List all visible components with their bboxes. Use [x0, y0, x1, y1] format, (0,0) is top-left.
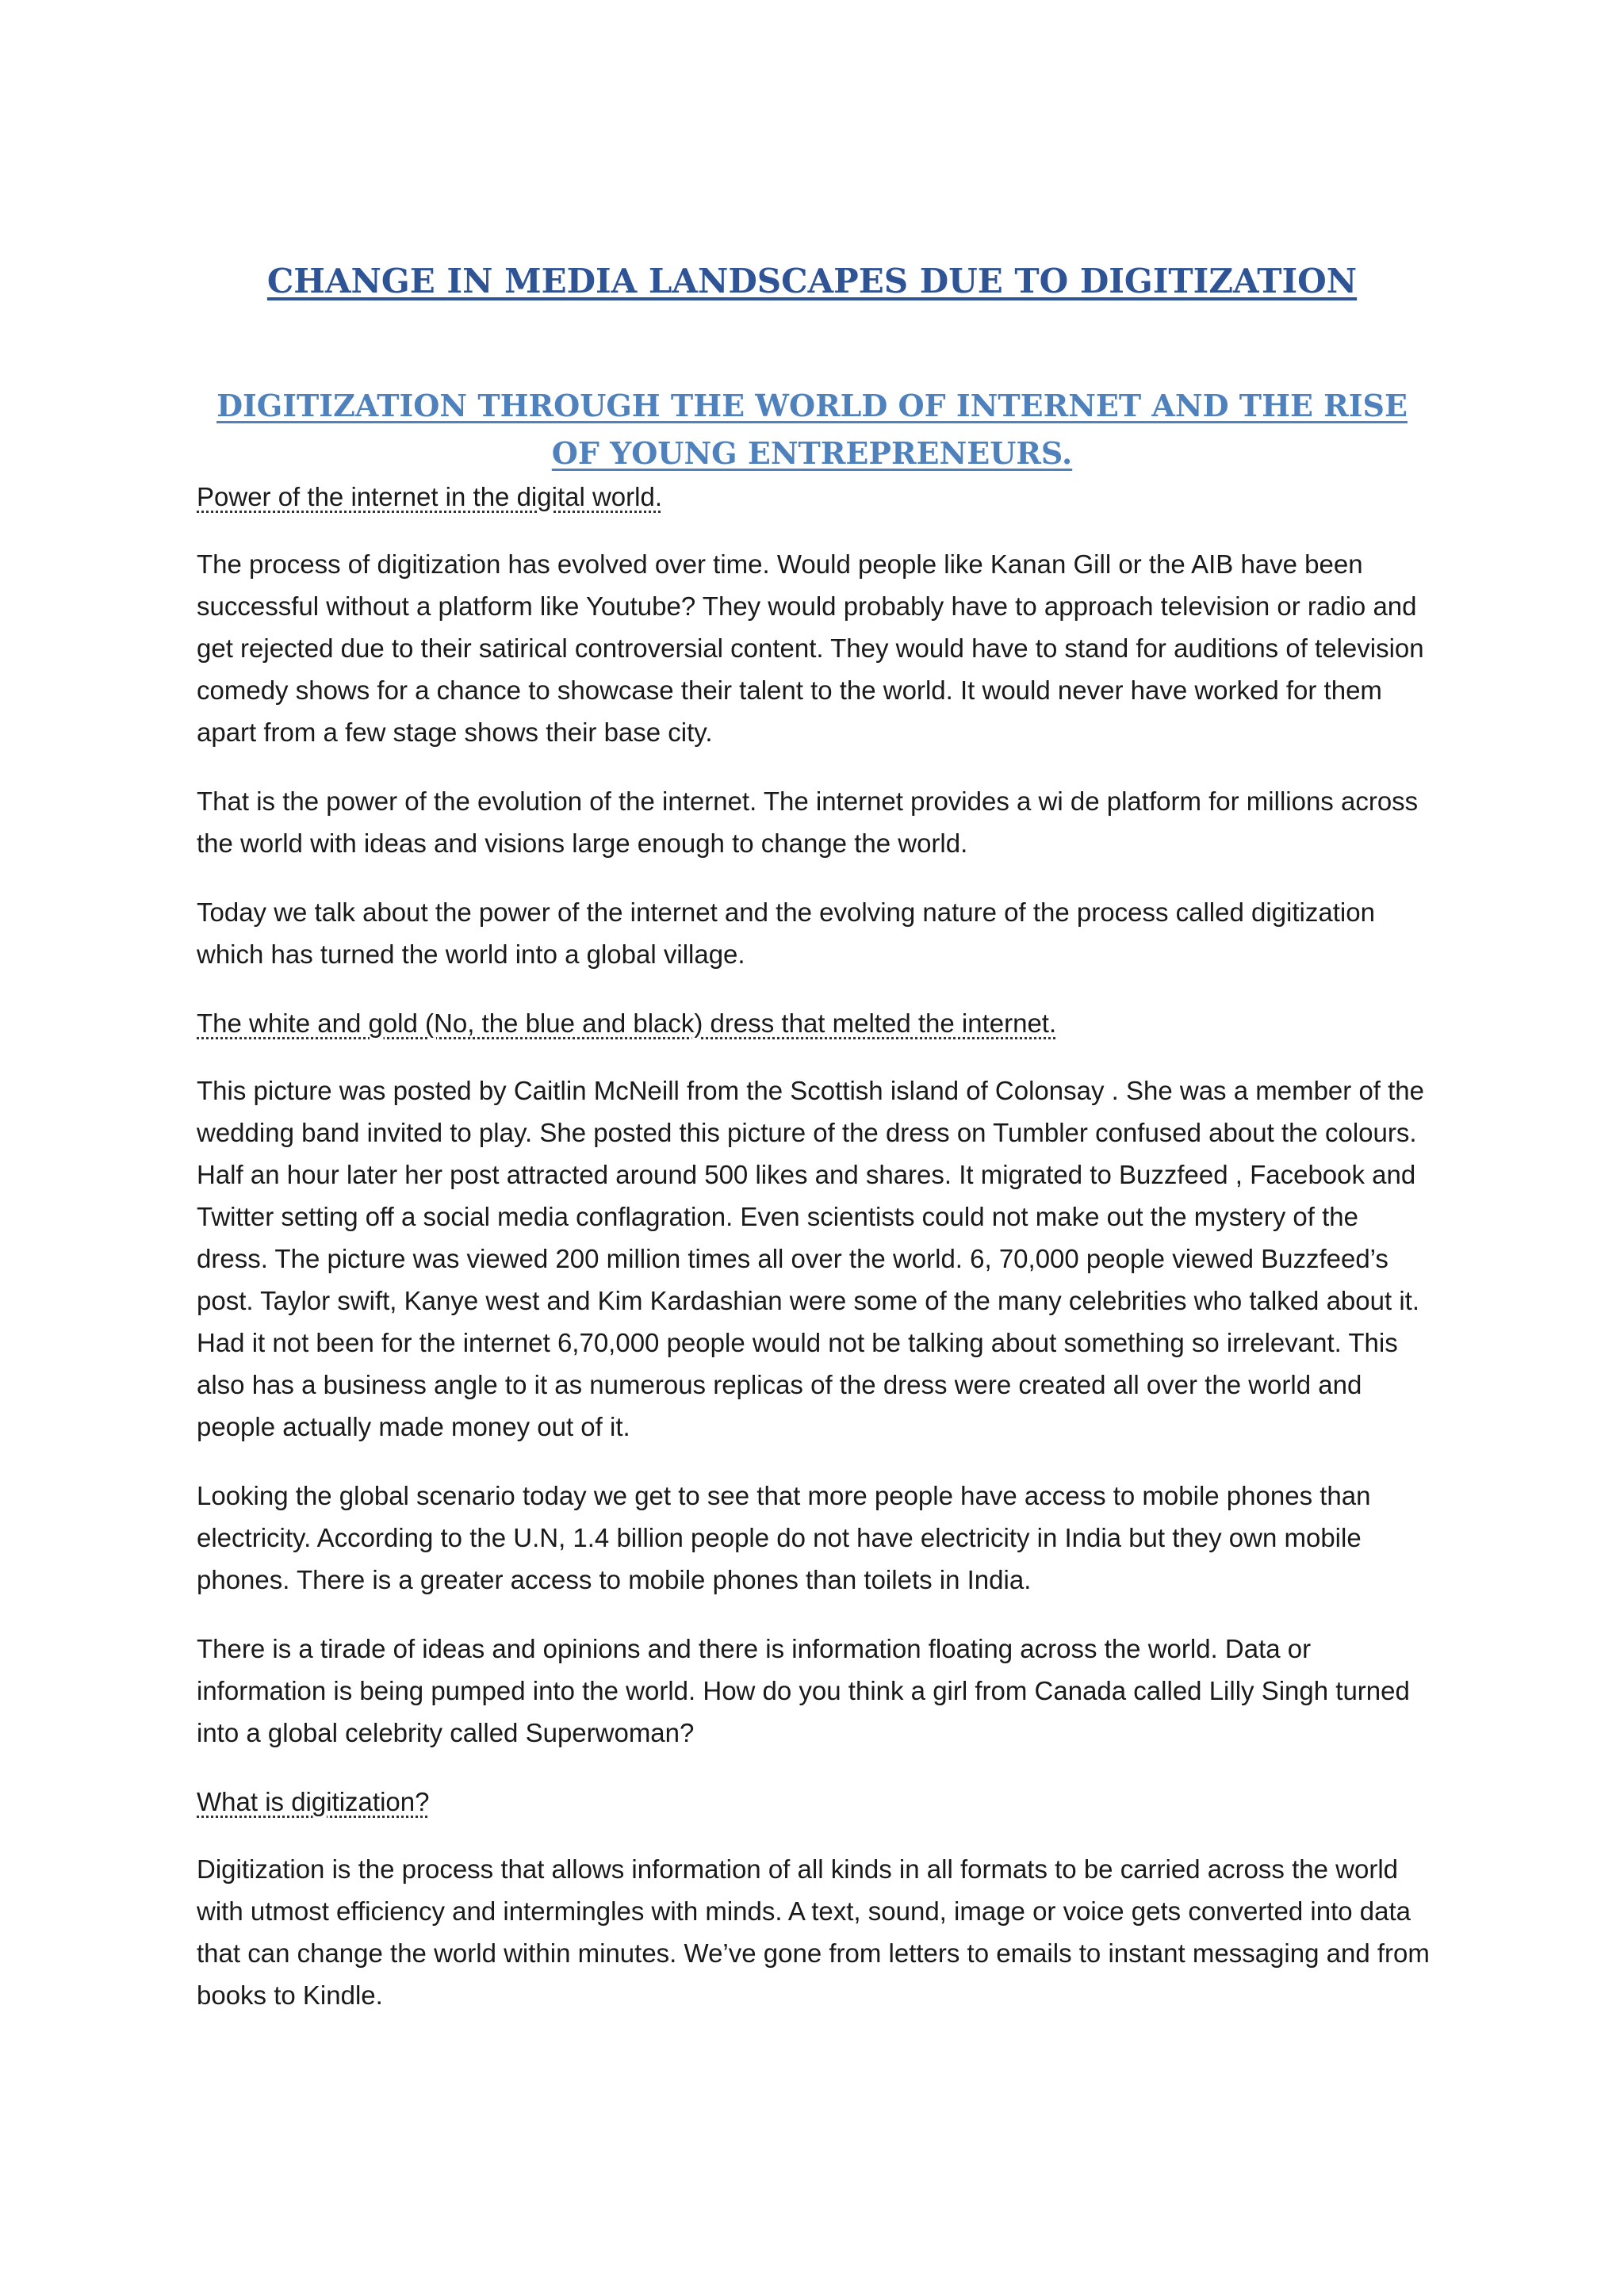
paragraph: That is the power of the evolution of the internet. The internet provides a wi de platform for millions across the world with ideas and visions large enough to change the world. [197, 786, 1419, 858]
document-title: CHANGE IN MEDIA LANDSCAPES DUE TO DIGITIZATION [266, 262, 1358, 300]
section-heading: The white and gold (No, the blue and black) dress that melted the internet. [197, 1008, 1057, 1038]
paragraph: Digitization is the process that allows information of all kinds in all formats to be carried across the world with utmost efficiency and intermingles with minds. A text, sound, image or voice gets converted into data that can change the world within minutes. We’ve gone from letters to emails to instant messaging and from books to Kindle. [197, 1854, 1430, 2010]
section-heading: Power of the internet in the digital world. [197, 482, 662, 511]
section-what-is-digitization [197, 1781, 1434, 2016]
paragraph: Looking the global scenario today we get to see that more people have access to mobile phones than electricity. According to the U.N, 1.4 billion people do not have electricity in India but they own mobile phones. There is a greater access to mobile phones than toilets in India. [197, 1481, 1371, 1594]
section-power-of-internet [197, 476, 1434, 975]
paragraph: There is a tirade of ideas and opinions and there is information floating across the world. Data or information is being pumped into the world. How do you think a girl from Canada called Lilly Singh turned into a global celebrity called Superwoman? [197, 1634, 1410, 1747]
paragraph: Today we talk about the power of the internet and the evolving nature of the process called digitization which has turned the world into a global village. [197, 897, 1375, 969]
paragraph: The process of digitization has evolved over time. Would people like Kanan Gill or the AIB have been successful without a platform like Youtube? They would probably have to approach television or radio and get rejected due to their satirical controversial content. They would have to stand for auditions of television comedy shows for a chance to showcase their talent to the world. It would never have worked for them apart from a few stage shows their base city. [197, 549, 1424, 747]
section-dress [197, 1002, 1434, 1754]
document-body [197, 476, 1434, 2043]
section-heading: What is digitization? [197, 1787, 430, 1816]
document-subtitle: DIGITIZATION THROUGH THE WORLD OF INTERNET AND THE RISE OF YOUNG ENTREPRENEURS. [216, 388, 1408, 471]
paragraph: This picture was posted by Caitlin McNeill from the Scottish island of Colonsay . She was a member of the wedding band invited to play. She posted this picture of the dress on Tumbler confused about the colours. Half an hour later her post attracted around 500 likes and shares. It migrated to Buzzfeed , Facebook and Twitter setting off a social media conflagration. Even scientists could not make out the mystery of the dress. The picture was viewed 200 million times all over the world. 6, 70,000 people viewed Buzzfeed’s post. Taylor swift, Kanye west and Kim Kardashian were some of the many celebrities who talked about it. Had it not been for the internet 6,70,000 people would not be talking about something so irrelevant. This also has a business angle to it as numerous replicas of the dress were created all over the world and people actually made money out of it. [197, 1076, 1425, 1441]
